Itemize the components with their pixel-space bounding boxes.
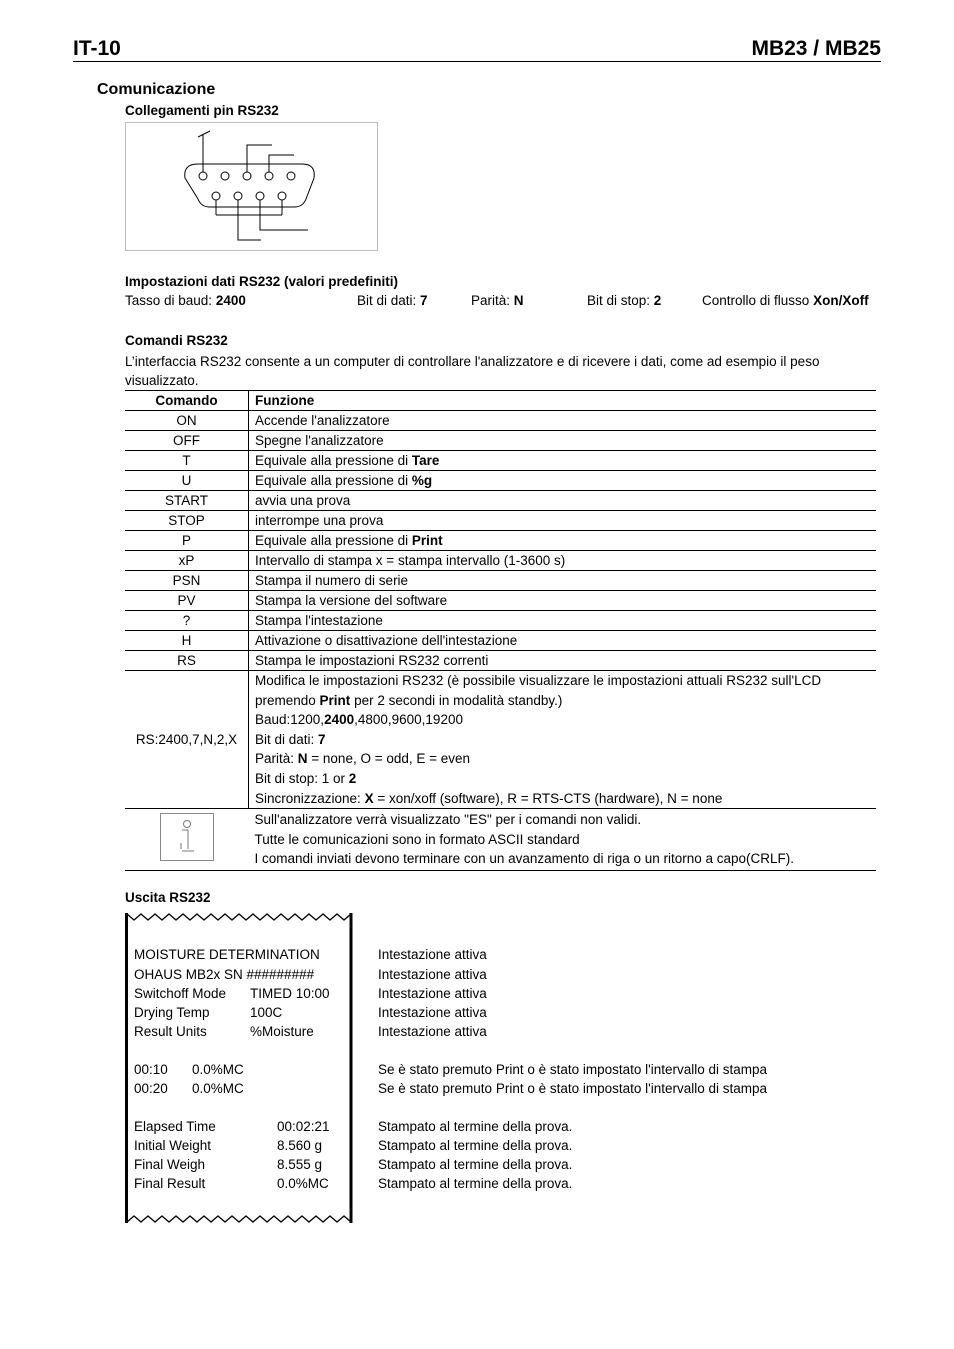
setting-stop: Bit di stop: 2: [587, 293, 662, 308]
fn-cell: Accende l'analizzatore: [249, 411, 877, 431]
fn-cell: Equivale alla pressione di Print: [249, 531, 877, 551]
printout-label: Final Weigh: [134, 1157, 206, 1172]
header-rule: [73, 61, 881, 62]
table-row: [125, 611, 876, 631]
printout-label: OHAUS MB2x SN #########: [134, 967, 315, 982]
printout-note: Intestazione attiva: [378, 947, 487, 962]
info-icon: [160, 813, 214, 861]
fn-cell: Attivazione o disattivazione dell'intestazione: [249, 631, 877, 651]
cmd-cell: xP: [125, 551, 249, 571]
output-title: Uscita RS232: [125, 890, 211, 905]
printout-label: Switchoff Mode: [134, 986, 227, 1001]
printout-label: Elapsed Time: [134, 1119, 216, 1134]
printout-note: Se è stato premuto Print o è stato impostato l'intervallo di stampa: [378, 1081, 768, 1096]
col-function-header: Funzione: [249, 391, 877, 411]
fn-cell: Stampa le impostazioni RS232 correnti: [249, 651, 877, 671]
printout-label: Initial Weight: [134, 1138, 212, 1153]
table-row: [125, 451, 876, 471]
printout-label: 00:10: [134, 1062, 168, 1077]
printout-note: Stampato al termine della prova.: [378, 1176, 573, 1191]
printout-label: Drying Temp: [134, 1005, 210, 1020]
printout-value: 0.0%MC: [277, 1176, 329, 1191]
printout-label: Result Units: [134, 1024, 207, 1039]
fn-cell: Spegne l'analizzatore: [249, 431, 877, 451]
db9-connector-diagram: [125, 122, 378, 251]
table-row: [125, 591, 876, 611]
fn-cell: Stampa la versione del software: [249, 591, 877, 611]
settings-title: Impostazioni dati RS232 (valori predefiniti): [125, 274, 399, 289]
table-row: [125, 551, 876, 571]
header-right: MB23 / MB25: [751, 37, 881, 60]
setting-baud: Tasso di baud: 2400: [125, 293, 246, 308]
printout-value: 8.560 g: [277, 1138, 323, 1153]
printout-note: Intestazione attiva: [378, 1005, 487, 1020]
fn-cell: Equivale alla pressione di %g: [249, 471, 877, 491]
cmd-cell: OFF: [125, 431, 249, 451]
setting-flow: Controllo di flusso Xon/Xoff: [702, 293, 869, 308]
printout-value: 100C: [250, 1005, 283, 1020]
fn-cell: interrompe una prova: [249, 511, 877, 531]
printout-note: Intestazione attiva: [378, 986, 487, 1001]
printout-note: Intestazione attiva: [378, 967, 487, 982]
commands-title: Comandi RS232: [125, 333, 228, 348]
fn-cell: Stampa l'intestazione: [249, 611, 877, 631]
table-row: [125, 531, 876, 551]
cmd-cell: ON: [125, 411, 249, 431]
printout-value: %Moisture: [250, 1024, 314, 1039]
printout-note: Stampato al termine della prova.: [378, 1157, 573, 1172]
cmd-cell: H: [125, 631, 249, 651]
printout-value: 0.0%MC: [192, 1081, 244, 1096]
table-row: [125, 491, 876, 511]
cmd-cell: P: [125, 531, 249, 551]
section-title: Comunicazione: [97, 81, 216, 98]
fn-cell-rs-set: Modifica le impostazioni RS232 (è possibile visualizzare le impostazioni attuali RS232 sull'LCD premendo Print per 2 secondi in modalità standby.) Baud:1200,2400,4800,9600,19200 Bit di dati: 7 Parità: N = none, O = odd, E = even Bit di stop: 1 or 2 Sincronizzazione: X = xon/xoff (software), R = RTS-CTS (hardware), N = none: [249, 671, 877, 809]
cmd-cell: RS:2400,7,N,2,X: [125, 671, 249, 809]
setting-bits: Bit di dati: 7: [357, 293, 428, 308]
cmd-cell: STOP: [125, 511, 249, 531]
cmd-cell: PSN: [125, 571, 249, 591]
printout-label: Final Result: [134, 1176, 206, 1191]
table-row: [125, 511, 876, 531]
setting-parity: Parità: N: [471, 293, 524, 308]
printout-note: Stampato al termine della prova.: [378, 1138, 573, 1153]
col-command-header: Comando: [125, 391, 249, 411]
table-row-note: [125, 809, 876, 871]
table-row: [125, 631, 876, 651]
table-row: [125, 471, 876, 491]
note-cell: Sull'analizzatore verrà visualizzato "ES" per i comandi non validi. Tutte le comunicazioni sono in formato ASCII standard I comandi inviati devono terminare con un avanzamento di riga o un ritorno a capo(CRLF).: [249, 809, 877, 871]
table-row: [125, 431, 876, 451]
fn-cell: avvia una prova: [249, 491, 877, 511]
note-icon-cell: [125, 809, 249, 871]
printout-label: MOISTURE DETERMINATION: [134, 947, 320, 962]
fn-cell: Stampa il numero di serie: [249, 571, 877, 591]
printout-note: Stampato al termine della prova.: [378, 1119, 573, 1134]
printout-note: Intestazione attiva: [378, 1024, 487, 1039]
printout-value: 8.555 g: [277, 1157, 323, 1172]
printout-label: 00:20: [134, 1081, 168, 1096]
table-row: [125, 651, 876, 671]
printout-value: 0.0%MC: [192, 1062, 244, 1077]
printout-note: Se è stato premuto Print o è stato impostato l'intervallo di stampa: [378, 1062, 768, 1077]
table-header-row: [125, 391, 876, 411]
pin-title: Collegamenti pin RS232: [125, 103, 279, 118]
printout-value: 00:02:21: [277, 1119, 330, 1134]
cmd-cell: ?: [125, 611, 249, 631]
commands-intro: L’interfaccia RS232 consente a un computer di controllare l'analizzatore e di ricevere i dati, come ad esempio il peso visualizzato.: [125, 354, 820, 388]
table-row: [125, 571, 876, 591]
commands-table: [125, 390, 876, 871]
cmd-cell: T: [125, 451, 249, 471]
table-row-rs-set: [125, 671, 876, 809]
cmd-cell: PV: [125, 591, 249, 611]
printout-value: TIMED 10:00: [250, 986, 330, 1001]
cmd-cell: RS: [125, 651, 249, 671]
fn-cell: Equivale alla pressione di Tare: [249, 451, 877, 471]
cmd-cell: START: [125, 491, 249, 511]
db9-pinout-svg: [126, 123, 379, 252]
table-row: [125, 411, 876, 431]
cmd-cell: U: [125, 471, 249, 491]
fn-cell: Intervallo di stampa x = stampa intervallo (1-3600 s): [249, 551, 877, 571]
header-left: IT-10: [73, 37, 121, 60]
